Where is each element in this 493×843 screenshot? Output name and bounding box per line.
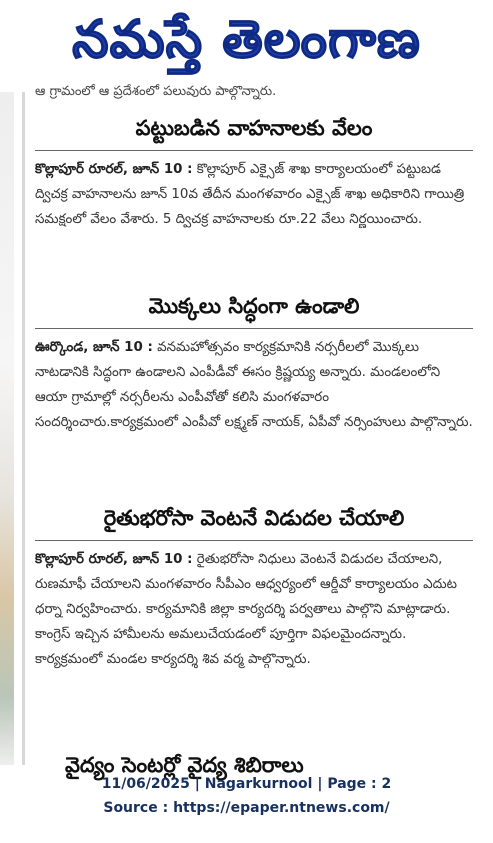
footer [0,772,493,820]
article-body [35,547,473,672]
footer-source: Source : https://epaper.ntnews.com/ [103,800,390,816]
article-body [35,335,473,435]
cut-off-headline-bottom: వైద్యం సెంటర్లో వైద్య శిబిరాలు [65,753,304,777]
article-body [35,157,473,232]
article-rythu-bharosa [35,506,473,672]
article-saplings-ready [35,294,473,435]
article-dateline: కొల్లాపూర్ రూరల్, జూన్ 10 : [35,552,193,567]
article-vehicle-auction [35,116,473,232]
newspaper-title: నమస్తే తెలంగాణ [72,9,421,70]
news-clipping [22,84,480,777]
article-dateline: ఊర్కొండ, జూన్ 10 : [35,340,153,355]
adjacent-page-strip [0,92,14,765]
article-text: రైతుభరోసా నిధులు వెంటనే విడుదల చేయాలని, రుణమాఫీ చేయాలని మంగళవారం సీపీఎం ఆధ్వర్యంలో ఆర్డీవో కార్యాలయం ఎదుట ధర్నా నిర్వహించారు. కార్యమానికి జిల్లా కార్యదర్శి పర్వతాలు పాల్గొని మాట్లాడారు. కాంగ్రెస్ ఇచ్చిన హామీలను అమలుచేయడంలో పూర్తిగా విఫలమైందన్నారు. కార్యక్రమంలో మండల కార్యదర్శి శివ వర్మ పాల్గొన్నారు. [35,552,458,667]
masthead [0,0,493,92]
article-dateline: కొల్లాపూర్ రూరల్, జూన్ 10 : [35,162,193,177]
article-headline: పట్టుబడిన వాహనాలకు వేలం [35,116,473,151]
article-text: వనమహోత్సవం కార్యక్రమానికి నర్సరీలలో మొక్కలు నాటడానికి సిద్ధంగా ఉండాలని ఎంపీడీవో ఈసం క్రిష్ణయ్య అన్నారు. మండలంలోని ఆయా గ్రామాల్లో నర్సరీలను ఎంపీవోతో కలిసి మంగళవారం సందర్శించారు.కార్యక్రమంలో ఎంపీవో లక్ష్మణ్ నాయక్, ఏపీవో నర్సింహులు పాల్గొన్నారు. [35,340,473,430]
cut-off-text-top: ఆ గ్రామంలో ఆ ప్రదేశంలో పలువురు పాల్గొన్నారు. [35,84,277,99]
article-headline: మొక్కలు సిద్ధంగా ఉండాలి [35,294,473,329]
article-headline: రైతుభరోసా వెంటనే విడుదల చేయాలి [35,506,473,541]
footer-date-edition: 11/06/2025 | Nagarkurnool | Page : 2 [101,776,392,792]
article-text: కొల్లాపూర్ ఎక్సైజ్ శాఖ కార్యాలయంలో పట్టుబడ ద్విచక్ర వాహనాలను జూన్ 10వ తేదీన మంగళవారం ఎక్సైజ్ శాఖ అధికారిని గాయిత్రి సమక్షంలో వేలం వేశారు. 5 ద్విచక్ర వాహనాలకు రూ.22 వేలు నిర్ణయించారు. [35,162,465,227]
